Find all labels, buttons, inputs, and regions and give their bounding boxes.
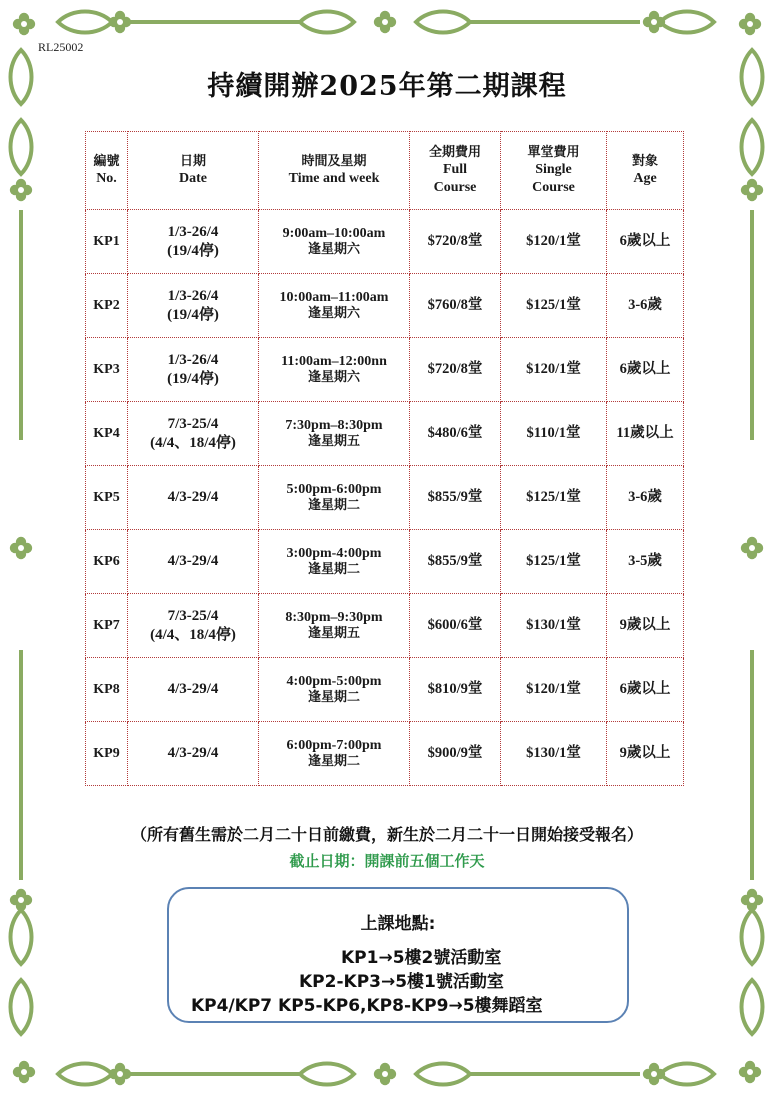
date-exception: (19/4停) [167, 242, 219, 259]
course-table [85, 131, 684, 786]
age-group: 6歲以上 [607, 338, 684, 402]
age-group: 3-6歲 [607, 466, 684, 530]
header-time-en: Time and week [288, 170, 380, 186]
time-range: 7:30pm–8:30pm [285, 417, 383, 433]
table-row [86, 466, 684, 530]
header-full-en: Full [442, 162, 468, 178]
course-time [259, 338, 410, 402]
location-line: KP2-KP3→5樓1號活動室 [299, 972, 504, 992]
course-date [128, 338, 259, 402]
single-fee: $130/1堂 [501, 722, 607, 786]
deadline-note: 截止日期：開課前五個工作天 [289, 852, 485, 870]
weekday: 逢星期五 [307, 434, 360, 450]
time-range: 6:00pm-7:00pm [286, 737, 382, 753]
table-row [86, 402, 684, 466]
date-range: 4/3-29/4 [167, 489, 219, 506]
course-code: KP5 [86, 466, 128, 530]
date-exception: (19/4停) [167, 370, 219, 387]
weekday: 逢星期二 [307, 754, 360, 770]
header-age [607, 132, 684, 210]
header-date-en: Date [179, 170, 207, 186]
full-fee: $720/8堂 [410, 338, 501, 402]
weekday: 逢星期二 [307, 562, 360, 578]
document-code: RL25002 [38, 40, 84, 54]
header-age-en: Age [633, 170, 657, 186]
course-code: KP2 [86, 274, 128, 338]
table-row [86, 530, 684, 594]
location-line: KP4/KP7 KP5-KP6,KP8-KP9→5樓舞蹈室 [191, 996, 543, 1016]
course-date [128, 274, 259, 338]
course-date [128, 402, 259, 466]
header-single-fee [501, 132, 607, 210]
course-time [259, 402, 410, 466]
age-group: 9歲以上 [607, 594, 684, 658]
weekday: 逢星期二 [307, 498, 360, 514]
table-row [86, 338, 684, 402]
age-group: 3-5歲 [607, 530, 684, 594]
header-date [128, 132, 259, 210]
single-fee: $125/1堂 [501, 274, 607, 338]
age-group: 6歲以上 [607, 210, 684, 274]
header-age-zh: 對象 [631, 153, 658, 169]
single-fee: $110/1堂 [501, 402, 607, 466]
age-group: 6歲以上 [607, 658, 684, 722]
time-range: 4:00pm-5:00pm [286, 673, 382, 689]
header-single-en2: Course [532, 179, 575, 195]
header-no-zh: 編號 [93, 153, 120, 169]
date-range: 7/3-25/4 [167, 415, 219, 432]
course-date [128, 722, 259, 786]
weekday: 逢星期六 [307, 242, 360, 258]
course-date [128, 658, 259, 722]
table-header-row [86, 132, 684, 210]
table-row [86, 274, 684, 338]
date-range: 7/3-25/4 [167, 607, 219, 624]
course-date [128, 466, 259, 530]
full-fee: $600/6堂 [410, 594, 501, 658]
course-time [259, 722, 410, 786]
age-group: 11歲以上 [607, 402, 684, 466]
full-fee: $480/6堂 [410, 402, 501, 466]
location-line: KP1→5樓2號活動室 [341, 948, 502, 968]
full-fee: $855/9堂 [410, 466, 501, 530]
table-row [86, 722, 684, 786]
course-date [128, 210, 259, 274]
header-no-en: No. [96, 170, 117, 186]
course-time [259, 658, 410, 722]
single-fee: $125/1堂 [501, 466, 607, 530]
weekday: 逢星期六 [307, 306, 360, 322]
time-range: 5:00pm-6:00pm [286, 481, 382, 497]
page-title: 持續開辦2025年第二期課程 [207, 71, 567, 102]
single-fee: $120/1堂 [501, 338, 607, 402]
course-date [128, 530, 259, 594]
single-fee: $125/1堂 [501, 530, 607, 594]
course-code: KP9 [86, 722, 128, 786]
header-single-zh: 單堂費用 [527, 144, 580, 160]
full-fee: $900/9堂 [410, 722, 501, 786]
course-code: KP8 [86, 658, 128, 722]
course-code: KP6 [86, 530, 128, 594]
date-range: 4/3-29/4 [167, 745, 219, 762]
course-code: KP1 [86, 210, 128, 274]
course-code: KP3 [86, 338, 128, 402]
table-row [86, 658, 684, 722]
weekday: 逢星期五 [307, 626, 360, 642]
header-time [259, 132, 410, 210]
full-fee: $720/8堂 [410, 210, 501, 274]
header-time-zh: 時間及星期 [301, 153, 367, 169]
date-exception: (4/4、18/4停) [150, 626, 236, 643]
course-time [259, 274, 410, 338]
table-row [86, 210, 684, 274]
header-full-en2: Course [433, 179, 477, 195]
date-exception: (4/4、18/4停) [150, 434, 236, 451]
date-range: 4/3-29/4 [167, 553, 219, 570]
course-code: KP4 [86, 402, 128, 466]
full-fee: $760/8堂 [410, 274, 501, 338]
location-box [167, 887, 629, 1023]
age-group: 9歲以上 [607, 722, 684, 786]
header-date-zh: 日期 [179, 153, 206, 169]
location-title: 上課地點: [360, 914, 436, 934]
date-range: 1/3-26/4 [167, 351, 219, 368]
header-single-en: Single [535, 162, 572, 178]
date-range: 1/3-26/4 [167, 287, 219, 304]
time-range: 10:00am–11:00am [279, 289, 389, 305]
full-fee: $810/9堂 [410, 658, 501, 722]
date-exception: (19/4停) [167, 306, 219, 323]
course-date [128, 594, 259, 658]
time-range: 9:00am–10:00am [282, 225, 386, 241]
payment-note: （所有舊生需於二月二十日前繳費，新生於二月二十一日開始接受報名） [130, 825, 643, 844]
course-time [259, 466, 410, 530]
single-fee: $130/1堂 [501, 594, 607, 658]
course-time [259, 530, 410, 594]
course-time [259, 210, 410, 274]
time-range: 8:30pm–9:30pm [285, 609, 383, 625]
full-fee: $855/9堂 [410, 530, 501, 594]
header-full-fee [410, 132, 501, 210]
single-fee: $120/1堂 [501, 658, 607, 722]
age-group: 3-6歲 [607, 274, 684, 338]
date-range: 4/3-29/4 [167, 681, 219, 698]
time-range: 3:00pm-4:00pm [286, 545, 382, 561]
header-no [86, 132, 128, 210]
course-time [259, 594, 410, 658]
weekday: 逢星期六 [307, 370, 360, 386]
single-fee: $120/1堂 [501, 210, 607, 274]
course-code: KP7 [86, 594, 128, 658]
table-row [86, 594, 684, 658]
header-full-zh: 全期費用 [428, 144, 481, 160]
time-range: 11:00am–12:00nn [281, 353, 387, 369]
weekday: 逢星期二 [307, 690, 360, 706]
date-range: 1/3-26/4 [167, 223, 219, 240]
